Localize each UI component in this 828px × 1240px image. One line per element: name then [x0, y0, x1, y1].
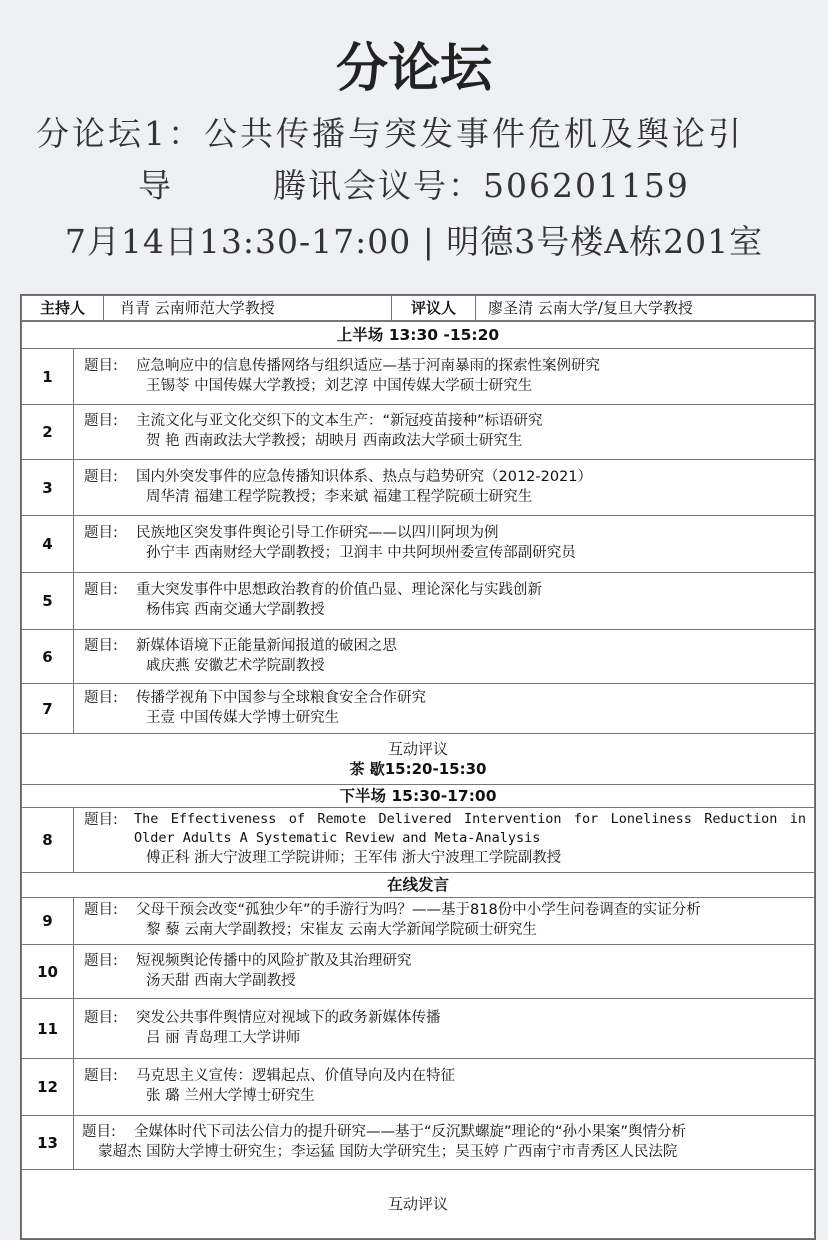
item-topic: 马克思主义宣传：逻辑起点、价值导向及内在特征 — [136, 1068, 455, 1084]
item-topic: 短视频舆论传播中的风险扩散及其治理研究 — [136, 952, 412, 969]
item-authors: 张 璐 兰州大学博士研究生 — [146, 1088, 315, 1104]
topic-label: 题目: — [84, 689, 118, 706]
topic-label: 题目: — [84, 413, 118, 429]
host-label: 主持人 — [22, 296, 104, 321]
item-topic: 国内外突发事件的应急传播知识体系、热点与趋势研究（2012-2021） — [136, 468, 593, 485]
item-authors: 贺 艳 西南政法大学教授；胡映月 西南政法大学硕士研究生 — [146, 433, 523, 449]
table-row — [22, 945, 815, 999]
item-topic: 民族地区突发事件舆论引导工作研究——以四川阿坝为例 — [136, 525, 499, 541]
table-row — [22, 898, 815, 945]
item-topic: 传播学视角下中国参与全球粮食安全合作研究 — [136, 689, 426, 706]
forum-time-place: 7月14日13:30-17:00 | 明德3号楼A栋201室 — [64, 222, 764, 261]
item-number: 13 — [22, 1116, 74, 1170]
topic-label: 题目: — [84, 1009, 118, 1026]
item-topic: 新媒体语境下正能量新闻报道的破困之思 — [136, 637, 397, 654]
table-row — [22, 1116, 815, 1170]
item-authors: 孙宁丰 西南财经大学副教授；卫润丰 中共阿坝州委宣传部副研究员 — [146, 545, 576, 561]
topic-label: 题目: — [84, 357, 118, 374]
item-number: 6 — [22, 630, 74, 684]
item-authors: 王壹 中国传媒大学博士研究生 — [146, 709, 340, 726]
topic-label: 题目: — [82, 1123, 116, 1140]
item-topic: 主流文化与亚文化交织下的文本生产：“新冠疫苗接种”标语研究 — [136, 413, 543, 429]
forum-title-line2: 导 腾讯会议号：506201159 — [138, 166, 690, 205]
table-row — [22, 1059, 815, 1116]
online-title: 在线发言 — [22, 873, 815, 898]
topic-label: 题目: — [84, 902, 118, 918]
item-number: 11 — [22, 999, 74, 1059]
table-row — [22, 349, 815, 405]
topic-label: 题目: — [84, 952, 118, 969]
topic-label: 题目: — [84, 1068, 118, 1084]
item-number: 2 — [22, 405, 74, 460]
item-number: 10 — [22, 945, 74, 999]
topic-label: 题目: — [84, 525, 118, 541]
topic-label: 题目: — [84, 468, 118, 485]
item-authors: 王锡苓 中国传媒大学教授；刘艺淳 中国传媒大学硕士研究生 — [146, 377, 533, 394]
host-value: 肖青 云南师范大学教授 — [104, 296, 392, 321]
reviewer-value: 廖圣清 云南大学/复旦大学教授 — [476, 296, 815, 321]
item-number: 9 — [22, 898, 74, 945]
item-authors: 黎 藜 云南大学副教授；宋崔友 云南大学新闻学院硕士研究生 — [146, 922, 537, 938]
item-topic: 应急响应中的信息传播网络与组织适应—基于河南暴雨的探索性案例研究 — [136, 357, 600, 374]
page-title: 分论坛 — [335, 39, 492, 99]
item-number: 12 — [22, 1059, 74, 1116]
item-topic: 突发公共事件舆情应对视域下的政务新媒体传播 — [136, 1009, 441, 1026]
break-row — [22, 734, 815, 785]
table-row — [22, 516, 815, 573]
item-topic: 重大突发事件中思想政治教育的价值凸显、理论深化与实践创新 — [136, 582, 542, 598]
item-authors: 周华清 福建工程学院教授；李来斌 福建工程学院硕士研究生 — [146, 488, 533, 505]
table-row — [22, 573, 815, 630]
tea-break-text: 茶 歇15:20-15:30 — [349, 760, 487, 778]
topic-label: 题目: — [84, 812, 118, 828]
item-number: 1 — [22, 349, 74, 405]
item-authors: 吕 丽 青岛理工大学讲师 — [146, 1029, 301, 1046]
host-row — [22, 296, 815, 321]
break-review-text: 互动评议 — [387, 740, 448, 758]
item-authors: 汤天甜 西南大学副教授 — [146, 972, 296, 989]
item-number: 3 — [22, 460, 74, 516]
table-row — [22, 999, 815, 1059]
item-topic: 父母干预会改变“孤独少年”的手游行为吗？——基于818份中小学生问卷调查的实证分析 — [136, 902, 701, 918]
break-review-text: 互动评议 — [387, 1195, 448, 1213]
item-number: 8 — [22, 808, 74, 873]
table-row — [22, 405, 815, 460]
item-number: 5 — [22, 573, 74, 630]
item-topic: The Effectiveness of Remote Delivered Intervention for Loneliness Reduction in Older Adults A Systematic Review and Meta-Analysis — [134, 811, 806, 846]
schedule-table — [20, 294, 816, 1240]
table-row — [22, 630, 815, 684]
table-row — [22, 460, 815, 516]
item-number: 7 — [22, 684, 74, 734]
session1-title: 上半场 13:30 -15:20 — [22, 322, 815, 349]
item-authors: 杨伟宾 西南交通大学副教授 — [146, 602, 325, 618]
topic-label: 题目: — [84, 637, 118, 654]
item-number: 4 — [22, 516, 74, 573]
table-row — [22, 684, 815, 734]
item-authors: 戚庆燕 安徽艺术学院副教授 — [146, 657, 325, 674]
break-row — [22, 1170, 815, 1239]
topic-label: 题目: — [84, 582, 118, 598]
item-authors: 蒙超杰 国防大学博士研究生；李运猛 国防大学研究生；吴玉婷 广西南宁市青秀区人民法院 — [98, 1143, 678, 1160]
item-authors: 傅正科 浙大宁波理工学院讲师；王军伟 浙大宁波理工学院副教授 — [146, 850, 562, 866]
item-topic: 全媒体时代下司法公信力的提升研究——基于“反沉默螺旋”理论的“孙小果案”舆情分析 — [134, 1123, 687, 1140]
table-row — [22, 808, 815, 873]
reviewer-label: 评议人 — [392, 296, 476, 321]
forum-title-line1: 分论坛1：公共传播与突发事件危机及舆论引 — [36, 114, 744, 153]
session2-title: 下半场 15:30-17:00 — [22, 785, 815, 808]
